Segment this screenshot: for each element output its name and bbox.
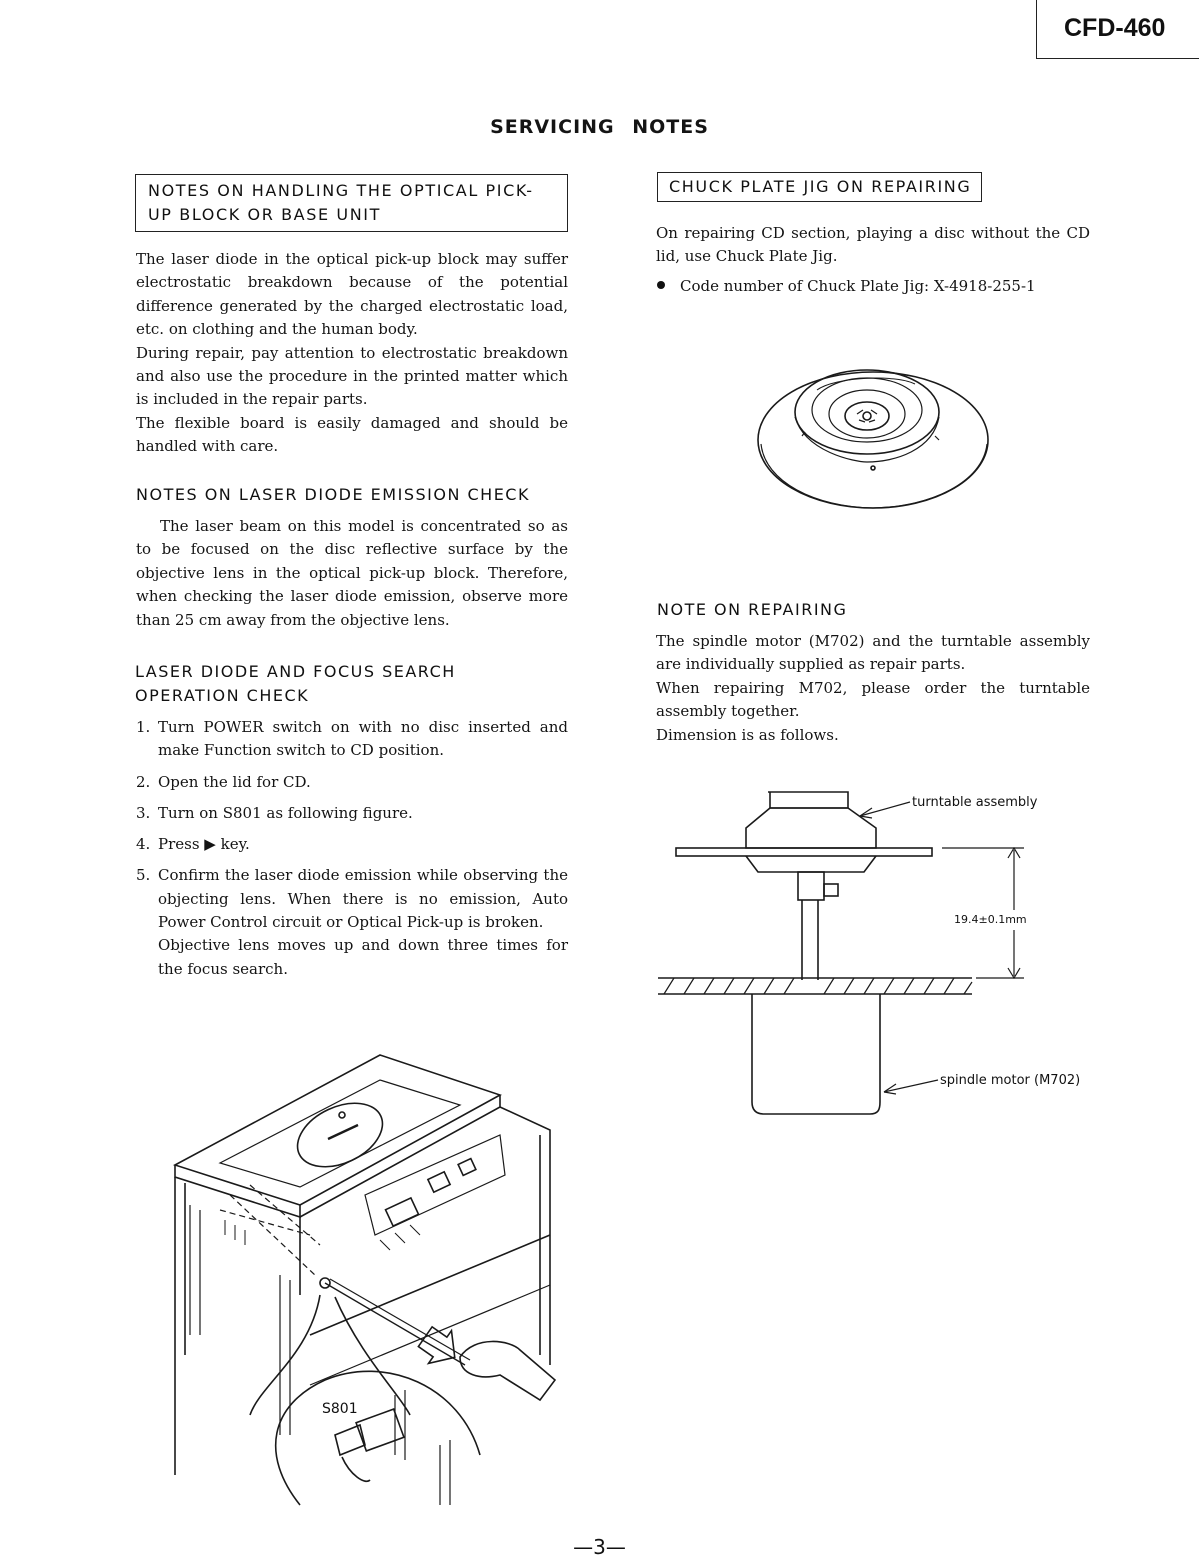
turntable-assembly-label: turntable assembly bbox=[912, 795, 1038, 810]
repair-text bbox=[656, 630, 1090, 747]
repair-paragraph: The spindle motor (M702) and the turntable assembly are individually supplied as repair parts. bbox=[656, 632, 1090, 674]
step-item bbox=[136, 716, 568, 763]
spindle-motor-label: spindle motor (M702) bbox=[940, 1073, 1081, 1088]
chuck-code-bullet bbox=[657, 277, 1036, 295]
focus-heading bbox=[135, 660, 456, 708]
model-number: CFD-460 bbox=[1064, 14, 1166, 42]
focus-heading-line1: LASER DIODE AND FOCUS SEARCH bbox=[135, 662, 456, 681]
step-item bbox=[136, 833, 568, 856]
chuck-heading: CHUCK PLATE JIG ON REPAIRING bbox=[657, 172, 982, 202]
step-number: 5. bbox=[136, 866, 151, 885]
page-number: —3— bbox=[573, 1535, 626, 1559]
step-number: 1. bbox=[136, 718, 151, 736]
chuck-plate-jig-figure bbox=[755, 362, 995, 512]
handling-text bbox=[136, 248, 568, 459]
handling-heading-line1: NOTES ON HANDLING THE OPTICAL PICK- bbox=[148, 181, 534, 200]
emission-paragraph: The laser beam on this model is concentrated so as to be focused on the disc reflective surface by the objective lens in the optical pick-up block. Therefore, when checking the laser diode emission, observe more than 25 cm away from the objective lens. bbox=[136, 517, 568, 629]
chuck-code: Code number of Chuck Plate Jig: X-4918-255-1 bbox=[680, 277, 1036, 295]
chuck-paragraph: On repairing CD section, playing a disc without the CD lid, use Chuck Plate Jig. bbox=[656, 224, 1090, 266]
bullet-dot bbox=[657, 281, 665, 289]
emission-heading: NOTES ON LASER DIODE EMISSION CHECK bbox=[136, 485, 530, 504]
emission-text bbox=[136, 515, 568, 632]
dimension-label: 19.4±0.1mm bbox=[954, 913, 1027, 926]
step-number: 2. bbox=[136, 772, 151, 791]
step-item bbox=[136, 771, 568, 794]
step-text: Open the lid for CD. bbox=[158, 772, 311, 791]
s801-location-figure bbox=[160, 1035, 560, 1510]
step-number: 3. bbox=[136, 803, 151, 822]
s801-label: S801 bbox=[322, 1401, 358, 1417]
step-text: Turn POWER switch on with no disc inserted and make Function switch to CD position. bbox=[158, 718, 568, 760]
step-text: Press ▶ key. bbox=[158, 835, 250, 854]
step-extra: Objective lens moves up and down three times for the focus search. bbox=[158, 936, 568, 978]
repair-paragraph: Dimension is as follows. bbox=[656, 725, 839, 744]
spindle-dimension-figure bbox=[650, 780, 1100, 1120]
handling-paragraph: The laser diode in the optical pick-up block may suffer electrostatic breakdown because of the potential difference generated by the charged electrostatic load, etc. on clothing and the human body. bbox=[136, 250, 568, 339]
handling-paragraph: During repair, pay attention to electrostatic breakdown and also use the procedure in the printed matter which is included in the repair parts. bbox=[136, 343, 568, 409]
step-text: Confirm the laser diode emission while observing the objecting lens. When there is no emission, Auto Power Control circuit or Optical Pick-up is broken. bbox=[158, 866, 568, 932]
handling-paragraph: The flexible board is easily damaged and should be handled with care. bbox=[136, 413, 568, 456]
handling-heading bbox=[135, 174, 568, 232]
step-item bbox=[136, 864, 568, 981]
repair-paragraph: When repairing M702, please order the turntable assembly together. bbox=[656, 678, 1090, 721]
page-title: SERVICING NOTES bbox=[490, 116, 709, 138]
focus-heading-line2: OPERATION CHECK bbox=[135, 686, 310, 705]
repair-heading: NOTE ON REPAIRING bbox=[657, 600, 848, 619]
step-number: 4. bbox=[136, 835, 151, 854]
handling-heading-line2: UP BLOCK OR BASE UNIT bbox=[148, 205, 381, 224]
chuck-text bbox=[656, 222, 1090, 269]
step-text: Turn on S801 as following figure. bbox=[158, 803, 413, 822]
step-item bbox=[136, 802, 568, 825]
focus-steps bbox=[136, 716, 568, 989]
